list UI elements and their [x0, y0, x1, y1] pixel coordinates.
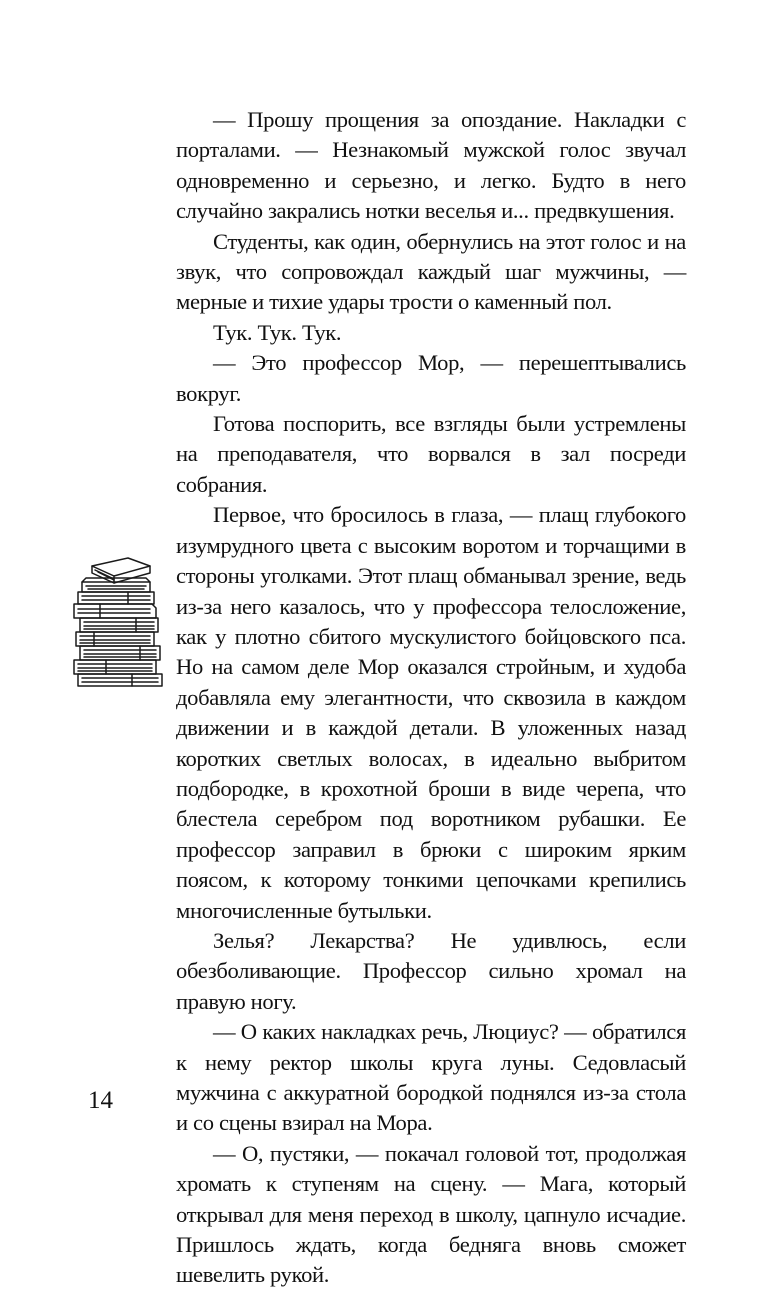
- paragraph: Зелья? Лекарства? Не удивлюсь, если обезболивающие. Профессор сильно хромал на правую ногу.: [176, 927, 686, 1014]
- paragraph: — О каких накладках речь, Люциус? — обратился к нему ректор школы круга луны. Седовласый мужчина с аккуратной бородкой поднялся из-за стола и со сцены взирал на Мора.: [176, 1019, 686, 1136]
- page-number: 14: [88, 1087, 113, 1114]
- main-text: [176, 105, 686, 1291]
- paragraph: — О, пустяки, — покачал головой тот, продолжая хромать к ступеням на сцену. — Мага, который открывал для меня переход в школу, цапнуло исчадие. Пришлось ждать, когда бедняга вновь сможет шевелить рукой.: [176, 1140, 686, 1288]
- paragraph: Тук. Тук. Тук.: [213, 319, 342, 345]
- paragraph: Студенты, как один, обернулись на этот голос и на звук, что сопровождал каждый шаг мужчины, — мерные и тихие удары трости о каменный пол.: [176, 228, 686, 315]
- paragraph: — Прошу прощения за опоздание. Накладки с порталами. — Незнакомый мужской голос звучал одновременно и серьезно, и легко. Будто в него случайно закрались нотки веселья и... предвкушения.: [176, 107, 686, 224]
- paragraph: — Это профессор Мор, — перешептывались вокруг.: [176, 350, 686, 406]
- paragraph: Первое, что бросилось в глаза, — плащ глубокого изумрудного цвета с высоким воротом и торчащими в стороны уголками. Этот плащ обманывал зрение, ведь из-за него казалось, что у профессора телосложение, как у плотно сбитого мускулистого бойцовского пса. Но на самом деле Мор оказался стройным, и худоба добавляла ему элегантности, что сквозила в каждом движении и в каждой детали. В уложенных назад коротких светлых волосах, в идеально выбритом подбородке, в крохотной броши в виде черепа, что блестела серебром под воротником рубашки. Ее профессор заправил в брюки с широким ярким поясом, к которому тонкими цепочками крепились многочисленные бутыльки.: [176, 502, 686, 923]
- paragraph: Готова поспорить, все взгляды были устремлены на преподавателя, что ворвался в зал посреди собрания.: [176, 411, 686, 497]
- stack-of-books-icon: [70, 556, 166, 690]
